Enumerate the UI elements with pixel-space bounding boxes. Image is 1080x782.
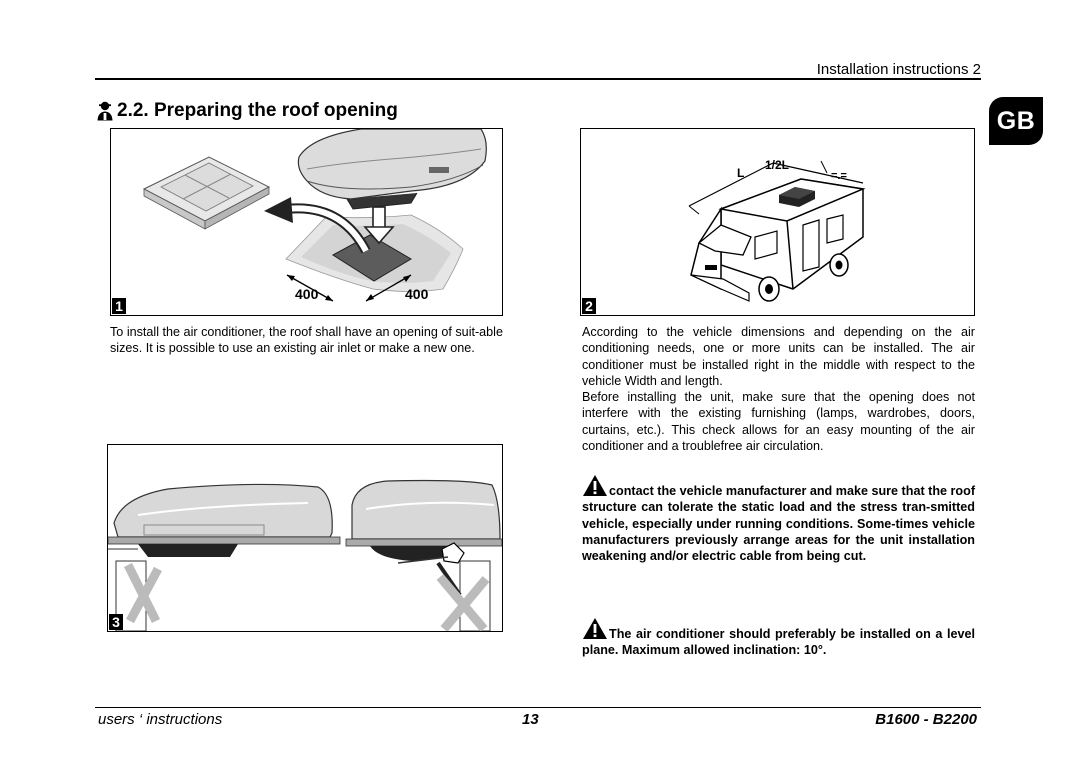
mechanic-icon xyxy=(96,101,114,121)
section-title-text: 2.2. Preparing the roof opening xyxy=(117,100,398,121)
figure-2-illustration xyxy=(581,129,974,315)
figure-1 xyxy=(110,128,503,316)
right-paragraph-1: According to the vehicle dimensions and depending on the air conditioning needs, one or more units can be installed. The air conditioner must be installed right in the middle with respect to the vehicle Width and length. xyxy=(582,325,975,388)
running-header: Installation instructions 2 xyxy=(816,61,981,78)
dimension-equal: =.= xyxy=(831,170,847,182)
right-paragraph-2: Before installing the unit, make sure that the opening does not interfere with the existing furnishing (lamps, wardrobes, doors, curtains, etc.). This check allows for an easy mounting of the air conditioner and a troublefree air circulation. xyxy=(582,390,975,453)
dimension-L: L xyxy=(737,166,745,180)
dimension-400-left: 400 xyxy=(295,286,319,302)
warning-icon xyxy=(582,617,608,640)
warning-2 xyxy=(582,617,975,659)
warning-1 xyxy=(582,474,975,564)
language-badge: GB xyxy=(989,97,1043,145)
dimension-half-L: 1/2L xyxy=(765,158,790,172)
section-title xyxy=(96,100,398,122)
header-rule xyxy=(95,78,981,80)
footer-left-text: users ‘ instructions xyxy=(98,711,223,728)
model-name: B1600 - B2200 xyxy=(875,711,977,728)
footer-rule xyxy=(95,707,981,708)
figure-2-number: 2 xyxy=(582,298,596,314)
figure-1-illustration xyxy=(111,129,502,315)
dimension-400-right: 400 xyxy=(405,286,429,302)
figure-1-number: 1 xyxy=(112,298,126,314)
warning-2-text: The air conditioner should preferably be installed on a level plane. Maximum allowed inclination: 10°. xyxy=(582,627,975,658)
warning-1-text: contact the vehicle manufacturer and make sure that the roof structure can tolerate the static load and the stress tran-smitted vehicle, especially under running conditions. Some-times vehicle manufacturers previously arrange areas for the unit installation weakening and/or electric cable from being cut. xyxy=(582,484,976,564)
left-paragraph: To install the air conditioner, the roof shall have an opening of suit-able sizes. It is possible to use an existing air inlet or make a new one. xyxy=(110,325,503,356)
figure-3 xyxy=(107,444,503,632)
warning-icon xyxy=(582,474,608,497)
figure-3-illustration xyxy=(108,445,502,631)
figure-3-number: 3 xyxy=(109,614,123,630)
figure-2 xyxy=(580,128,975,316)
page-number: 13 xyxy=(522,711,539,728)
